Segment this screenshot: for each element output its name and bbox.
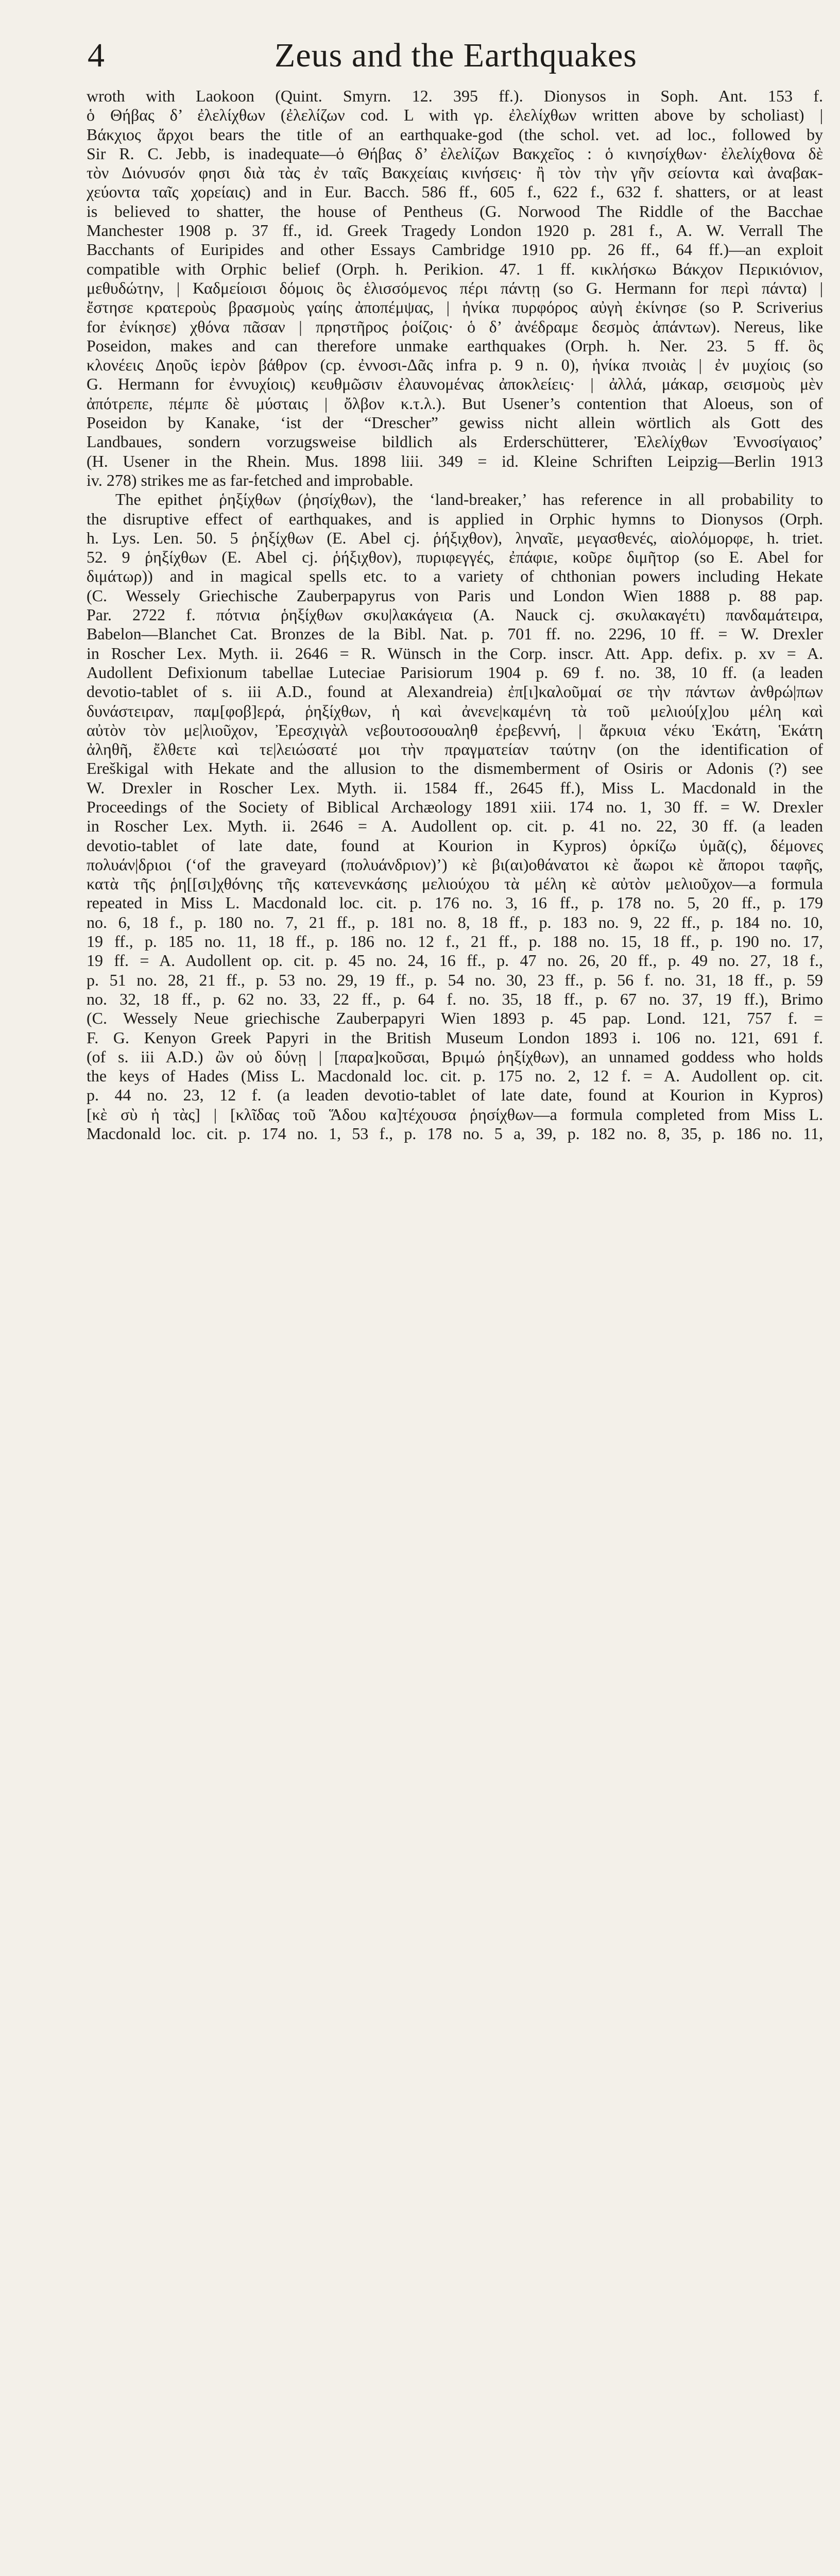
- text-line: repeated in Miss L. Macdonald loc. cit. p. 176 no. 3, 16 ff., p. 178 no. 5, 20 ff., p. 179: [87, 893, 823, 912]
- text-line: 19 ff., p. 185 no. 11, 18 ff., p. 186 no. 12 f., 21 ff., p. 188 no. 15, 18 ff., p. 190 no. 17,: [87, 932, 823, 951]
- text-line: ἀληθῆ, ἔλθετε καὶ τε|λειώσατέ μοι τὴν πραγματείαν ταύτην (on the identification of: [87, 740, 823, 759]
- text-line: (C. Wessely Griechische Zauberpapyrus von Paris und London Wien 1888 p. 88 pap.: [87, 586, 823, 605]
- text-line: δυνάστειραν, παμ[φοβ]ερά, ῥηξίχθων, ἡ καὶ ἀνενε|καμένη τὰ τοῦ μελιού[χ]ου μέλη καὶ: [87, 701, 823, 720]
- text-line: τὸν Διόνυσόν φησι διὰ τὰς ἐν ταῖς Βακχείαις κινήσεις· ἢ τὸν τὴν γῆν σείοντα καὶ ἀναβακ-: [87, 163, 823, 182]
- text-line: Ereškigal with Hekate and the allusion to the dismemberment of Osiris or Adonis (?) see: [87, 759, 823, 778]
- body-text: [87, 87, 823, 1143]
- text-line: the disruptive effect of earthquakes, and is applied in Orphic hymns to Dionysos (Orph.: [87, 509, 823, 528]
- text-line: Proceedings of the Society of Biblical Archæology 1891 xiii. 174 no. 1, 30 ff. = W. Drexler: [87, 797, 823, 816]
- text-line: no. 32, 18 ff., p. 62 no. 33, 22 ff., p. 64 f. no. 35, 18 ff., p. 67 no. 37, 19 ff.), Brimo: [87, 989, 823, 1008]
- text-line: 19 ff. = A. Audollent op. cit. p. 45 no. 24, 16 ff., p. 47 no. 26, 20 ff., p. 49 no. 27, 18 f.,: [87, 951, 823, 970]
- text-line: Sir R. C. Jebb, is inadequate—ὁ Θήβας δ’ ἐλελίζων Βακχεῖος : ὁ κινησίχθων· ἐλελίχθονα δὲ: [87, 144, 823, 163]
- text-line: wroth with Laokoon (Quint. Smyrn. 12. 395 ff.). Dionysos in Soph. Ant. 153 f.: [87, 87, 823, 105]
- text-line: Par. 2722 f. πότνια ῥηξίχθων σκυ|λακάγεια (A. Nauck cj. σκυλακαγέτι) πανδαμάτειρα,: [87, 605, 823, 624]
- page-number: 4: [88, 37, 105, 74]
- text-line: is believed to shatter, the house of Pentheus (G. Norwood The Riddle of the Bacchae: [87, 201, 823, 221]
- text-line: Macdonald loc. cit. p. 174 no. 1, 53 f., p. 178 no. 5 a, 39, p. 182 no. 8, 35, p. 186 no. 11,: [87, 1124, 823, 1143]
- text-line: W. Drexler in Roscher Lex. Myth. ii. 1584 ff., 2645 ff.), Miss L. Macdonald in the: [87, 778, 823, 797]
- text-line: G. Hermann for ἐννυχίοις) κευθμῶσιν ἐλαυνομένας ἀποκλείεις· | ἀλλά, μάκαρ, σεισμοὺς μὲν: [87, 375, 823, 394]
- text-line: the keys of Hades (Miss L. Macdonald loc. cit. p. 175 no. 2, 12 f. = A. Audollent op. cit.: [87, 1066, 823, 1086]
- text-line: αὐτὸν τὸν με|λιοῦχον, Ἐρεσχιγὰλ νεβουτοσουαληθ ἐρεβεννή, | ἄρκυια νέκυ Ἑκάτη, Ἑκάτη: [87, 720, 823, 739]
- text-line: ὁ Θήβας δ’ ἐλελίχθων (ἐλελίζων cod. L with γρ. ἐλελίχθων written above by scholiast) |: [87, 106, 823, 125]
- text-line: in Roscher Lex. Myth. ii. 2646 = R. Wünsch in the Corp. inscr. Att. App. defix. p. xv = A.: [87, 643, 823, 663]
- text-line: for ἐνίκησε) χθόνα πᾶσαν | πρηστῆρος ῥοίζοις· ὁ δ’ ἀνέδραμε δεσμὸς ἁπάντων). Nereus, like: [87, 317, 823, 336]
- text-line: p. 44 no. 23, 12 f. (a leaden devotio-tablet of late date, found at Kourion in Kypros): [87, 1086, 823, 1105]
- text-line: Βάκχιος ἄρχοι bears the title of an earthquake-god (the schol. vet. ad loc., followed by: [87, 125, 823, 144]
- text-line: Audollent Defixionum tabellae Luteciae Parisiorum 1904 p. 69 f. no. 38, 10 ff. (a leaden: [87, 663, 823, 682]
- text-line: The epithet ῥηξίχθων (ῥησίχθων), the ‘land-breaker,’ has reference in all probability to: [115, 490, 823, 509]
- text-line: compatible with Orphic belief (Orph. h. Perikion. 47. 1 ff. κικλήσκω Βάκχον Περικιόνιον,: [87, 259, 823, 278]
- text-line: (C. Wessely Neue griechische Zauberpapyri Wien 1893 p. 45 pap. Lond. 121, 757 f. =: [87, 1009, 823, 1028]
- page-footer: [0, 1391, 840, 1457]
- text-line: no. 6, 18 f., p. 180 no. 7, 21 ff., p. 181 no. 8, 18 ff., p. 183 no. 9, 22 ff., p. 184 no. 10,: [87, 912, 823, 931]
- text-line: p. 51 no. 28, 21 ff., p. 53 no. 29, 19 ff., p. 54 no. 30, 23 ff., p. 56 f. no. 31, 18 ff., p. 59: [87, 970, 823, 989]
- page-header: [88, 34, 824, 77]
- text-line: πολυάν|δριοι (‘of the graveyard (πολυάνδριον)’) κὲ βι(αι)οθάνατοι κὲ ἄωροι κὲ ἄποροι ταφῆς,: [87, 855, 823, 874]
- text-line: 52. 9 ῥηξίχθων (E. Abel cj. ῥήξιχθον), πυριφεγγές, ἐπάφιε, κοῦρε διμῆτορ (so E. Abel for: [87, 548, 823, 567]
- text-line: (of s. iii A.D.) ὢν οὐ δύνῃ | [παρα]κοῦσαι, Βριμώ ῥηξίχθων), an unnamed goddess who holds: [87, 1047, 823, 1066]
- text-line: (H. Usener in the Rhein. Mus. 1898 liii. 349 = id. Kleine Schriften Leipzig—Berlin 1913: [87, 451, 823, 470]
- text-line: [κὲ σὺ ἡ τὰς] | [κλῖδας τοῦ Ἅδου κα]τέχουσα ῥησίχθων—a formula completed from Miss L.: [87, 1105, 823, 1124]
- text-line: Poseidon by Kanake, ‘ist der “Drescher” gewiss nicht allein wörtlich als Gott des: [87, 413, 823, 432]
- text-line: in Roscher Lex. Myth. ii. 2646 = A. Audollent op. cit. p. 41 no. 22, 30 ff. (a leaden: [87, 817, 823, 836]
- text-line: Landbaues, sondern vorzugsweise bildlich als Erderschütterer, Ἐλελίχθων Ἐννοσίγαιος’: [87, 432, 823, 451]
- text-line: κλονέεις Δηοῦς ἱερὸν βάθρον (cp. ἐννοσι-Δᾶς infra p. 9 n. 0), ἡνίκα πνοιὰς | ἐν μυχίοις (so: [87, 355, 823, 375]
- text-line: κατὰ τῆς ῥη[[σι]χθόνης τῆς κατενενκάσης μελιούχου τὰ μέλη κὲ αὐτὸν μελιοῦχον—a formula: [87, 874, 823, 893]
- text-line: h. Lys. Len. 50. 5 ῥηξίχθων (E. Abel cj. ῥήξιχθον), ληναῖε, μεγασθενές, αἰολόμορφε, h. triet.: [87, 528, 823, 547]
- text-line: devotio-tablet of late date, found at Kourion in Kypros) ὁρκίζω ὑμᾶ(ς), δέμονες: [87, 836, 823, 855]
- text-line: χεύοντα ταῖς χορείαις) and in Eur. Bacch. 586 ff., 605 f., 622 f., 632 f. shatters, or at least: [87, 182, 823, 201]
- text-line: ἀπότρεπε, πέμπε δὲ μύσταις | ὄλβον κ.τ.λ.). But Usener’s contention that Aloeus, son of: [87, 394, 823, 413]
- text-line: devotio-tablet of s. iii A.D., found at Alexandreia) ἐπ[ι]καλοῦμαί σε τὴν πάντων ἀνθρώ|πων: [87, 682, 823, 701]
- text-line: μεθυδώτην, | Καδμείοισι δόμοις ὃς ἑλισσόμενος πέρι πάντῃ (so G. Hermann for περὶ πάντα) |: [87, 278, 823, 297]
- text-line: Babelon—Blanchet Cat. Bronzes de la Bibl. Nat. p. 701 ff. no. 2296, 10 ff. = W. Drexler: [87, 624, 823, 643]
- text-line: F. G. Kenyon Greek Papyri in the British Museum London 1893 i. 106 no. 121, 691 f.: [87, 1028, 823, 1047]
- text-line: διμάτωρ)) and in magical spells etc. to a variety of chthonian powers including Hekate: [87, 567, 823, 586]
- text-line: Bacchants of Euripides and other Essays Cambridge 1910 pp. 26 ff., 64 ff.)—an exploit: [87, 240, 823, 259]
- text-line: Poseidon, makes and can therefore unmake earthquakes (Orph. h. Ner. 23. 5 ff. ὃς: [87, 336, 823, 355]
- text-line: iv. 278) strikes me as far-fetched and improbable.: [87, 470, 414, 489]
- text-line: ἔστησε κρατεροὺς βρασμοὺς γαίης ἀποπέμψας, | ἡνίκα πυρφόρος αὐγὴ ἐκίνησε (so P. Scriverius: [87, 298, 823, 317]
- text-line: Manchester 1908 p. 37 ff., id. Greek Tragedy London 1920 p. 281 f., A. W. Verrall The: [87, 221, 823, 240]
- running-title: Zeus and the Earthquakes: [275, 37, 637, 74]
